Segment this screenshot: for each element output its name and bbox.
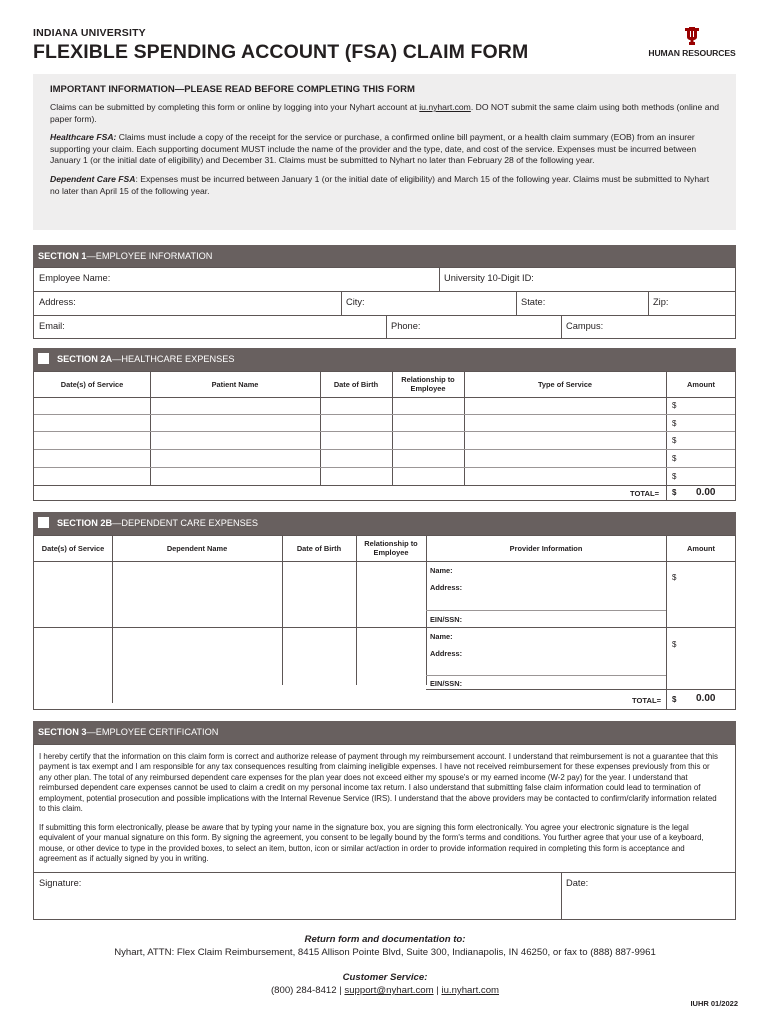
provider-1-address[interactable]: Address: bbox=[430, 583, 463, 592]
amount-row-4[interactable]: $ bbox=[672, 454, 677, 463]
service-heading: Customer Service: bbox=[342, 972, 428, 983]
university-id-field[interactable]: University 10-Digit ID: bbox=[444, 273, 534, 283]
total-currency: $ bbox=[672, 695, 677, 704]
total-value: 0.00 bbox=[696, 693, 716, 704]
col-provider-info: Provider Information bbox=[509, 544, 583, 553]
support-email-link[interactable]: support@nyhart.com bbox=[344, 985, 434, 996]
amount-row-3[interactable]: $ bbox=[672, 436, 677, 445]
dependent-amount-2[interactable]: $ bbox=[672, 640, 677, 649]
info-paragraph-submission: Claims can be submitted by completing this form or online by logging into your Nyhart account at iu.nyhart.com. DO NOT submit the same claim using both methods (online and paper form). bbox=[50, 102, 720, 124]
col-dependent-name: Dependent Name bbox=[166, 544, 228, 553]
info-paragraph-dependent: Dependent Care FSA: Expenses must be incurred between January 1 (or the initial date of eligibility) and March 15 of the following year. Claims must be submitted to Nyhart no later than April 15 of the following year. bbox=[50, 173, 710, 196]
nyhart-link[interactable]: iu.nyhart.com bbox=[419, 102, 471, 112]
total-label: TOTAL= bbox=[632, 696, 662, 705]
form-code: IUHR 01/2022 bbox=[690, 999, 738, 1008]
address-field[interactable]: Address: bbox=[39, 297, 76, 307]
section-3-header: SECTION 3—EMPLOYEE CERTIFICATION bbox=[33, 721, 736, 744]
section-1-header: SECTION 1—EMPLOYEE INFORMATION bbox=[33, 245, 736, 267]
healthcare-expenses-table bbox=[33, 371, 736, 501]
iu-logo bbox=[646, 26, 738, 62]
return-address: Nyhart, ATTN: Flex Claim Reimbursement, 8415 Allison Pointe Blvd, Suite 300, Indianapolis, IN 46250, or fax to (888) 887-9961 bbox=[114, 947, 656, 958]
col-date-of-birth: Date of Birth bbox=[296, 544, 342, 553]
email-field[interactable]: Email: bbox=[39, 321, 65, 331]
col-relationship: Relationship to Employee bbox=[401, 375, 455, 393]
signature-field[interactable]: Signature: bbox=[39, 878, 82, 888]
amount-row-2[interactable]: $ bbox=[672, 419, 677, 428]
col-relationship: Relationship to Employee bbox=[364, 539, 418, 557]
nyhart-site-link[interactable]: iu.nyhart.com bbox=[441, 985, 500, 996]
certification-text: I hereby certify that the information on this claim form is correct and authorize release of payment through my reimbursement account. I understand that reimbursement is not a guarantee that this payment is tax exempt and I am responsible for any tax consequences resulting from claiming ineligible expenses. I have not received reimbursement for these expenses previously from this or any other plan. The total of any reimbursed dependent care expenses for the plan year does not exceed either my spouse's or my earned income (W-2 pay) for the year. I understand that reimbursed dependent care expenses cannot be used to claim a credit on my personal income tax return. I also understand that submitting false claim information could lead to termination of employment, potential prosecution and possible implications with the Internal Revenue Service (IRS). I understand that the above providers may be contacted to confirm/clarify information related to this claim. bbox=[39, 752, 718, 814]
provider-2-name[interactable]: Name: bbox=[430, 632, 453, 641]
phone-field[interactable]: Phone: bbox=[391, 321, 421, 331]
university-name: INDIANA UNIVERSITY bbox=[33, 27, 146, 39]
info-heading: IMPORTANT INFORMATION—PLEASE READ BEFORE COMPLETING THIS FORM bbox=[50, 84, 415, 95]
dependent-amount-1[interactable]: $ bbox=[672, 573, 677, 582]
important-info-box bbox=[33, 74, 736, 230]
date-field[interactable]: Date: bbox=[566, 878, 589, 888]
amount-row-1[interactable]: $ bbox=[672, 401, 677, 410]
amount-row-5[interactable]: $ bbox=[672, 472, 677, 481]
esignature-text: If submitting this form electronically, please be aware that by typing your name in the signature box, you are signing this form electronically. You agree your electronic signature is the legal equivalent of your manual signature on this form. By signing the agreement, you consent to be legally bound by the form's terms and conditions. You further agree that your use of a keyboard, mouse, or other device to type in the provided boxes, to select an item, button, icon or similar act/action in order to provide information required in completing this form is acceptance and agreement as if actually signed by you in writing. bbox=[39, 823, 704, 864]
total-label: TOTAL= bbox=[630, 489, 660, 498]
col-patient-name: Patient Name bbox=[211, 380, 259, 389]
section-2a-header: SECTION 2A—HEALTHCARE EXPENSES bbox=[33, 348, 736, 371]
service-contacts: (800) 284-8412 | support@nyhart.com | iu.nyhart.com bbox=[270, 985, 500, 996]
provider-2-ein[interactable]: EIN/SSN: bbox=[430, 679, 463, 688]
city-field[interactable]: City: bbox=[346, 297, 365, 307]
provider-1-ein[interactable]: EIN/SSN: bbox=[430, 615, 463, 624]
zip-field[interactable]: Zip: bbox=[653, 297, 669, 307]
col-amount: Amount bbox=[687, 380, 715, 389]
total-currency: $ bbox=[672, 488, 677, 497]
col-amount: Amount bbox=[687, 544, 715, 553]
logo-text: HUMAN RESOURCES bbox=[648, 48, 736, 58]
total-value: 0.00 bbox=[696, 487, 716, 498]
section-2a-checkbox[interactable] bbox=[38, 353, 49, 364]
employee-name-field[interactable]: Employee Name: bbox=[39, 273, 111, 283]
provider-1-name[interactable]: Name: bbox=[430, 566, 453, 575]
section-2b-header: SECTION 2B—DEPENDENT CARE EXPENSES bbox=[33, 512, 736, 535]
col-type-of-service: Type of Service bbox=[537, 380, 593, 389]
section-2b-checkbox[interactable] bbox=[38, 517, 49, 528]
service-phone: (800) 284-8412 bbox=[270, 985, 337, 996]
col-date-of-service: Date(s) of Service bbox=[60, 380, 124, 389]
info-paragraph-healthcare: Healthcare FSA: Claims must include a copy of the receipt for the service or purchase, a confirmed online bill payment, or a health claim summary (EOB) from an insurer supporting your claim. Each supporting document MUST include the name of the provider and the type, date, and cost of the service. Expenses must be incurred between January 1 (or the initial date of eligibility) and December 31. Claims must be submitted to Nyhart no later than February 28 of the following year. bbox=[50, 132, 697, 166]
provider-2-address[interactable]: Address: bbox=[430, 649, 463, 658]
col-date-of-birth: Date of Birth bbox=[333, 380, 379, 389]
campus-field[interactable]: Campus: bbox=[566, 321, 604, 331]
col-date-of-service: Date(s) of Service bbox=[41, 544, 105, 553]
state-field[interactable]: State: bbox=[521, 297, 546, 307]
dependent-care-table bbox=[33, 535, 736, 710]
section-1-fields bbox=[33, 267, 736, 339]
return-heading: Return form and documentation to: bbox=[304, 934, 466, 945]
form-title: FLEXIBLE SPENDING ACCOUNT (FSA) CLAIM FORM bbox=[33, 41, 529, 63]
iu-trident-icon bbox=[684, 26, 700, 46]
certification-box bbox=[33, 744, 736, 920]
